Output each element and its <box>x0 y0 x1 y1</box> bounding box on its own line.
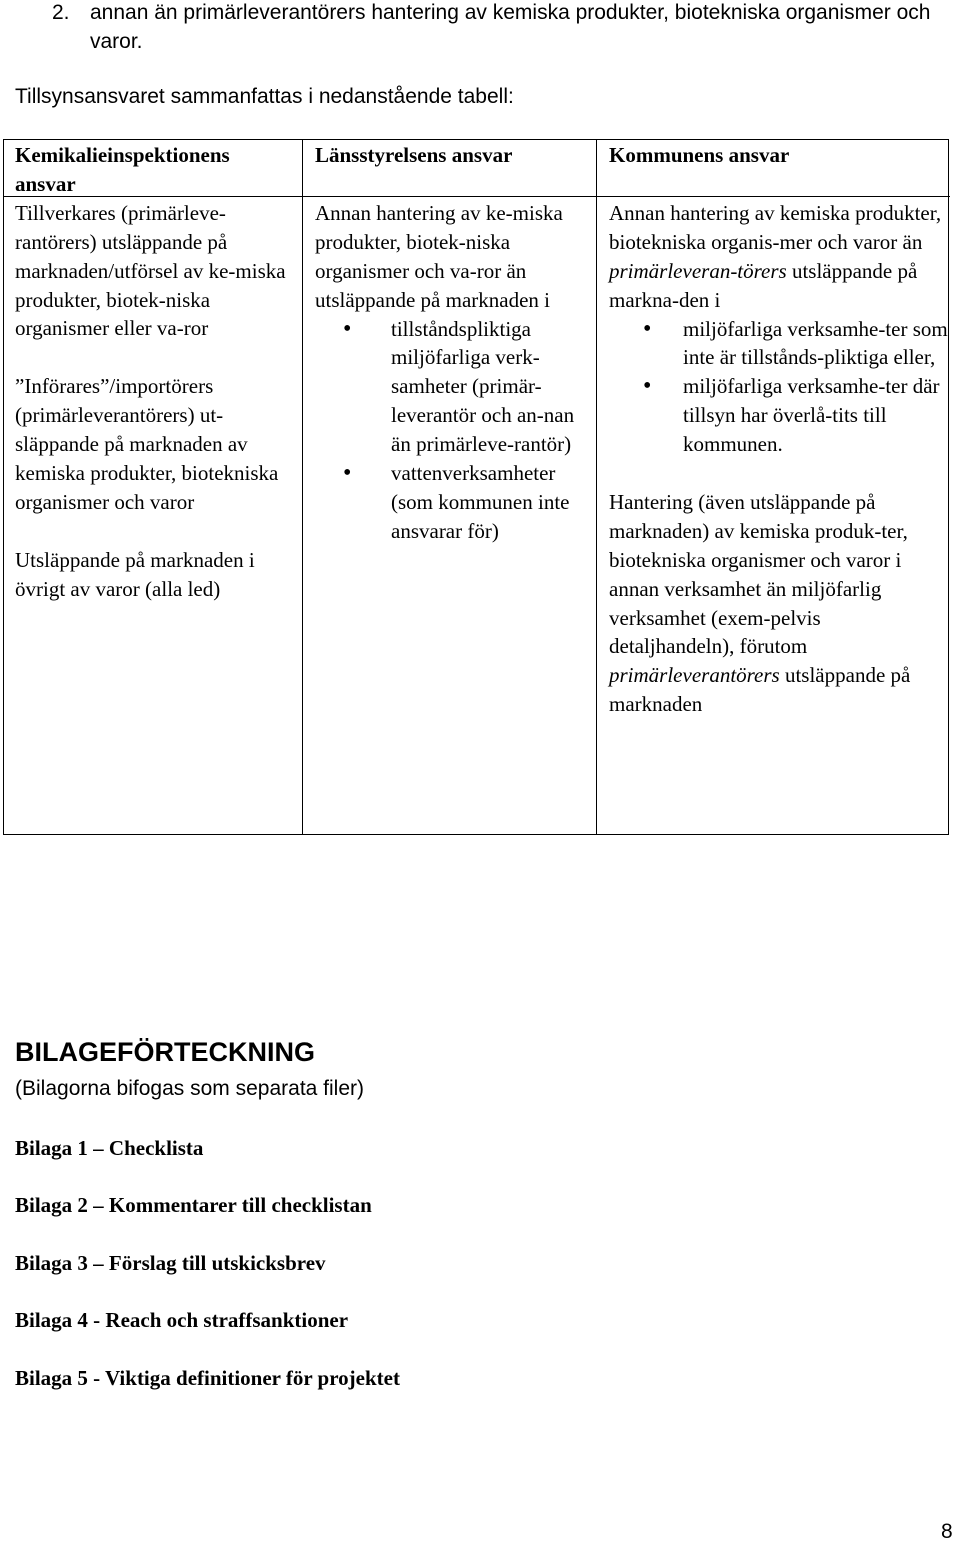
bullet-item: • tillståndspliktiga miljöfarliga verk-samheter (primär-leverantör och an-nan än primärleve-rantör) <box>315 315 593 460</box>
appendix-item: Bilaga 5 - Viktiga definitioner för projektet <box>15 1366 400 1390</box>
column-lansstyrelsen <box>302 140 597 834</box>
column-kommunen <box>596 140 949 834</box>
list-item-text: annan än primärleverantörers hantering av kemiska produkter, biotekniska organismer och varor. <box>90 1 931 53</box>
bullet-item: • miljöfarliga verksamhe-ter där tillsyn har överlå-tits till kommunen. <box>609 372 949 459</box>
page-number: 8 <box>941 1520 953 1543</box>
column-header: Länsstyrelsens ansvar <box>315 143 513 167</box>
responsibility-table <box>3 139 949 835</box>
appendix-item: Bilaga 1 – Checklista <box>15 1136 204 1160</box>
column-kemikalieinspektionen <box>4 140 302 834</box>
appendix-item: Bilaga 2 – Kommentarer till checklistan <box>15 1193 372 1217</box>
bullet-list <box>609 315 949 460</box>
column-header: Kemikalieinspektionens ansvar <box>15 143 230 196</box>
column-header: Kommunens ansvar <box>609 143 790 167</box>
bullet-list <box>315 315 593 546</box>
appendix-item: Bilaga 4 - Reach och straffsanktioner <box>15 1308 349 1332</box>
bullet-item: • miljöfarliga verksamhe-ter som inte är tillstånds-pliktiga eller, <box>609 315 949 373</box>
cell-paragraph: Utsläppande på marknaden i övrigt av varor (alla led) <box>15 547 255 601</box>
cell-paragraph: Hantering (även utsläppande på marknaden) av kemiska produk-ter, biotekniska organismer och varor i annan verksamhet än miljöfarlig verksamhet (exem-pelvis detaljhandeln), förutom primärleverantörers utsläppande på marknaden <box>609 489 911 717</box>
cell-paragraph: Tillverkares (primärleve-rantörers) utsläppande på marknaden/utförsel av ke-miska produkter, biotek-niska organismer eller va-ror <box>15 200 286 341</box>
cell-paragraph: Annan hantering av kemiska produkter, biotekniska organis-mer och varor än primärleveran-törers utsläppande på markna-den i <box>609 200 942 312</box>
cell-paragraph: Annan hantering av ke-miska produkter, biotek-niska organismer och va-ror än utsläppande på marknaden i <box>315 200 563 312</box>
section-subtitle: (Bilagorna bifogas som separata filer) <box>15 1077 365 1100</box>
cell-paragraph: ”Införares”/importörers (primärleverantörers) ut-släppande på marknaden av kemiska produkter, biotekniska organismer och varor <box>15 374 279 514</box>
section-heading: BILAGEFÖRTECKNING <box>15 1037 315 1067</box>
intro-paragraph: Tillsynsansvaret sammanfattas i nedanstående tabell: <box>15 85 514 108</box>
list-number: 2. <box>52 1 70 24</box>
appendix-item: Bilaga 3 – Förslag till utskicksbrev <box>15 1251 326 1275</box>
bullet-item: • vattenverksamheter (som kommunen inte ansvarar för) <box>315 459 593 546</box>
